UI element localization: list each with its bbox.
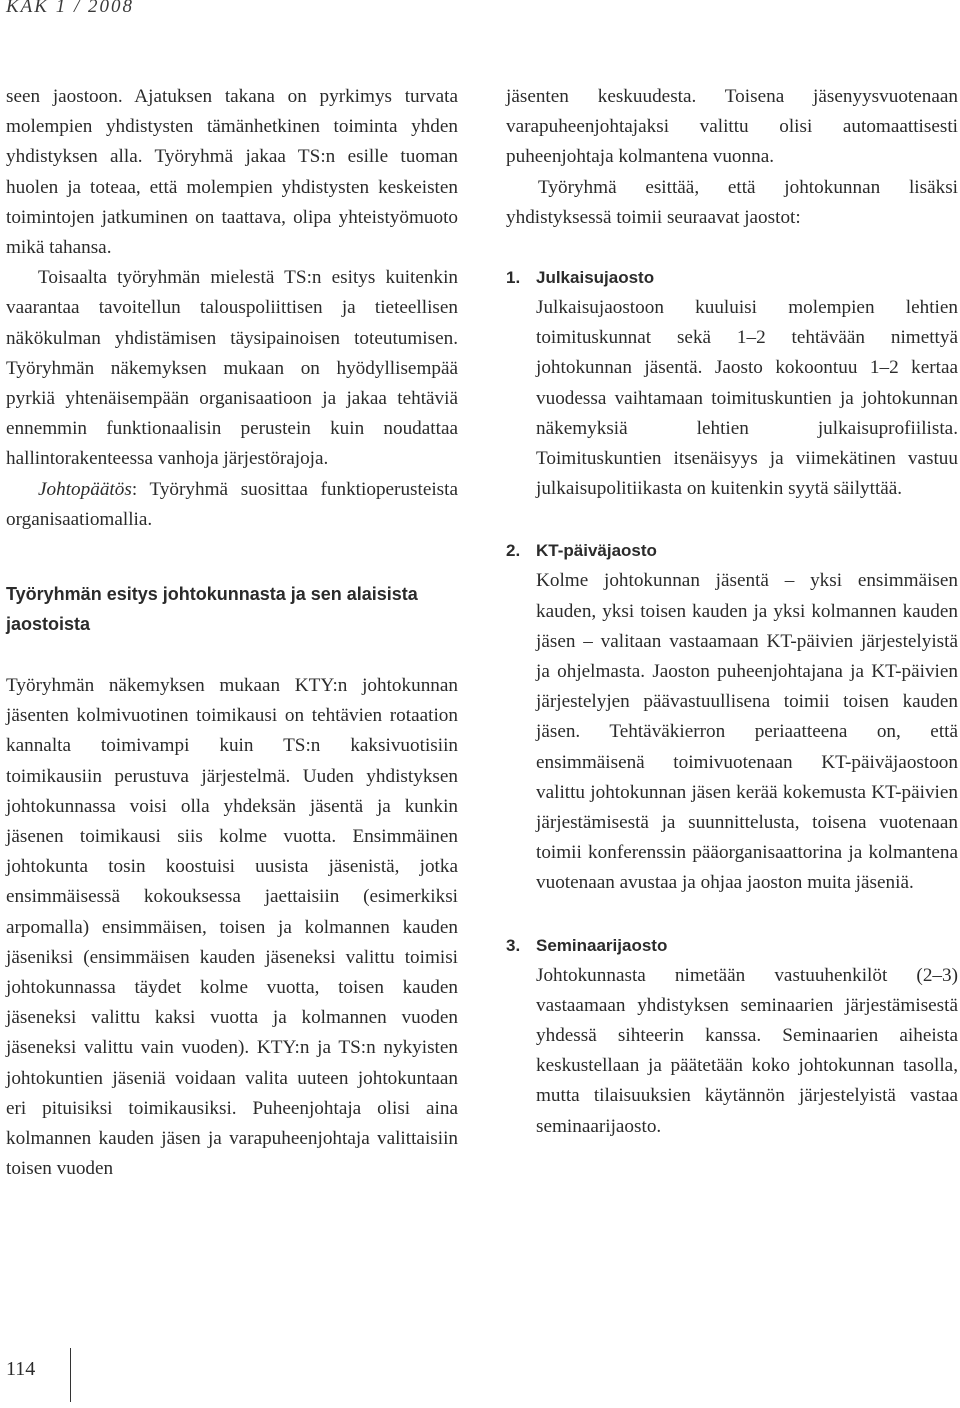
- left-column: [6, 82, 458, 1185]
- paragraph: seen jaostoon. Ajatuksen takana on pyrkimys turvata molempien yhdistysten tämänhetkinen toiminta yhden yhdistyksen alla. Työryhmä jakaa TS:n esille tuoman huolen ja toteaa, että molempien yhdistysten keskeisten toimintojen jatkuminen on taattava, olipa yhteistyömuoto mikä tahansa.: [6, 86, 458, 259]
- subsection-title: [506, 536, 958, 566]
- footer-divider: [70, 1348, 71, 1402]
- subsection-publication: [506, 263, 958, 504]
- subsection-text: Julkaisujaostoon kuuluisi molempien lehtien toimituskunnat sekä 1–2 tehtävään nimettyä johtokunnan jäsentä. Jaosto kokoontuu 1–2 kertaa vuodessa vaihtamaan toimituskuntien ja johtokunnan näkemyksiä lehtien julkaisuprofiilista. Toimituskuntien itsenäisyys ja viimekätinen vastuu julkaisupolitiikasta on kuitenkin syytä säilyttää.: [536, 297, 958, 500]
- subsection-number: 3.: [506, 935, 521, 955]
- section-heading: Työryhmän esitys johtokunnasta ja sen alaisista jaostoista: [6, 584, 418, 635]
- running-title: KAK 1 / 2008: [6, 0, 134, 17]
- subsection-kt-days: [506, 536, 958, 898]
- right-column: [506, 82, 958, 1142]
- conclusion-paragraph: [6, 475, 458, 535]
- subsection-name: KT-päiväjaosto: [536, 541, 657, 561]
- subsection-text: Kolme johtokunnan jäsentä – yksi ensimmäisen kauden, yksi toisen kauden ja yksi kolmannen kauden jäsen – valitaan vastaamaan KT-päivien järjestelyistä ja ohjelmasta. Jaoston puheenjohtajana ja KT-päivien järjestelyjen päävastuullisena toimii toisen kauden jäsen. Tehtäväkierron periaatteena on, että ensimmäisenä toimivuotenaan KT-päiväjaostoon valittu johtokunnan jäsen kerää kokemusta KT-päivien järjestämisestä ja suunnittelusta, toisena vuotenaan toimii konferenssin pääorganisaattorina ja kolmantena vuotenaan avustaa ja ohjaa jaoston muita jäseniä.: [536, 570, 958, 894]
- paragraph: Työryhmä esittää, että johtokunnan lisäksi yhdistyksessä toimii seuraavat jaostot:: [506, 176, 958, 228]
- paragraph: jäsenten keskuudesta. Toisena jäsenyysvuotenaan varapuheenjohtajaksi valittu olisi automaattisesti puheenjohtaja kolmantena vuonna.: [506, 86, 958, 168]
- paragraph: Työryhmän näkemyksen mukaan KTY:n johtokunnan jäsenten kolmivuotinen toimikausi on tehtävien rotaation kannalta toimivampi kuin TS:n kaksivuotisiin toimikausiin perustuva järjestelmä. Uuden yhdistyksen johtokunnassa voisi olla yhdeksän jäsentä ja kunkin jäsenen toimikausi siis kolme vuotta. Ensimmäinen johtokunta tosin koostuisi uusista jäsenistä, jotka ensimmäisessä kokouksessa jaettaisiin (esimerkiksi arpomalla) ensimmäisen, toisen ja kolmannen kauden jäseniksi (ensimmäisen kauden jäseneksi valittu toimisi johtokunnassa täydet kolme vuotta, toisen kauden jäseneksi valittu kaksi vuotta ja kolmannen vuoden jäseneksi valittu vain vuoden). KTY:n ja TS:n nykyisten johtokuntien jäseniä voidaan valita uuteen johtokuntaan eri pituisiksi toimikausiksi. Puheenjohtaja olisi aina kolmannen kauden jäsen ja varapuheenjohtaja valittaisiin toisen vuoden: [6, 675, 458, 1180]
- conclusion-text: : Työryhmä suosittaa funktioperusteista organisaatiomallia.: [6, 478, 458, 530]
- subsection-seminar: [506, 931, 958, 1142]
- conclusion-label: Johtopäätös: [38, 478, 132, 500]
- subsection-title: [506, 931, 958, 961]
- paragraph: Toisaalta työryhmän mielestä TS:n esitys kuitenkin vaarantaa tavoitellun talouspoliittisen ja tieteellisen näkökulman yhdistämisen täysipainoisen toteutumisen. Työryhmän näkemyksen mukaan on hyödyllisempää pyrkiä yhtenäisempään organisaatioon ja jakaa tehtäviä ennemmin funktionaalisin perustein kuin noudattaa hallintorakenteessa vanhoja järjestörajoja.: [6, 267, 458, 470]
- page-number: 114: [6, 1358, 36, 1380]
- subsection-text: Johtokunnasta nimetään vastuuhenkilöt (2–3) vastaamaan yhdistyksen seminaarien järjestämisestä yhdessä sihteerin kanssa. Seminaarien aiheista keskustellaan ja päätetään koko johtokunnan tasolla, mutta tilaisuuksien käytännön järjestelyistä vastaa seminaarijaosto.: [536, 964, 958, 1137]
- subsection-number: 2.: [506, 541, 521, 561]
- subsection-title: [506, 263, 958, 293]
- subsection-name: Seminaarijaosto: [536, 935, 668, 955]
- subsection-number: 1.: [506, 268, 521, 288]
- subsection-name: Julkaisujaosto: [536, 268, 655, 288]
